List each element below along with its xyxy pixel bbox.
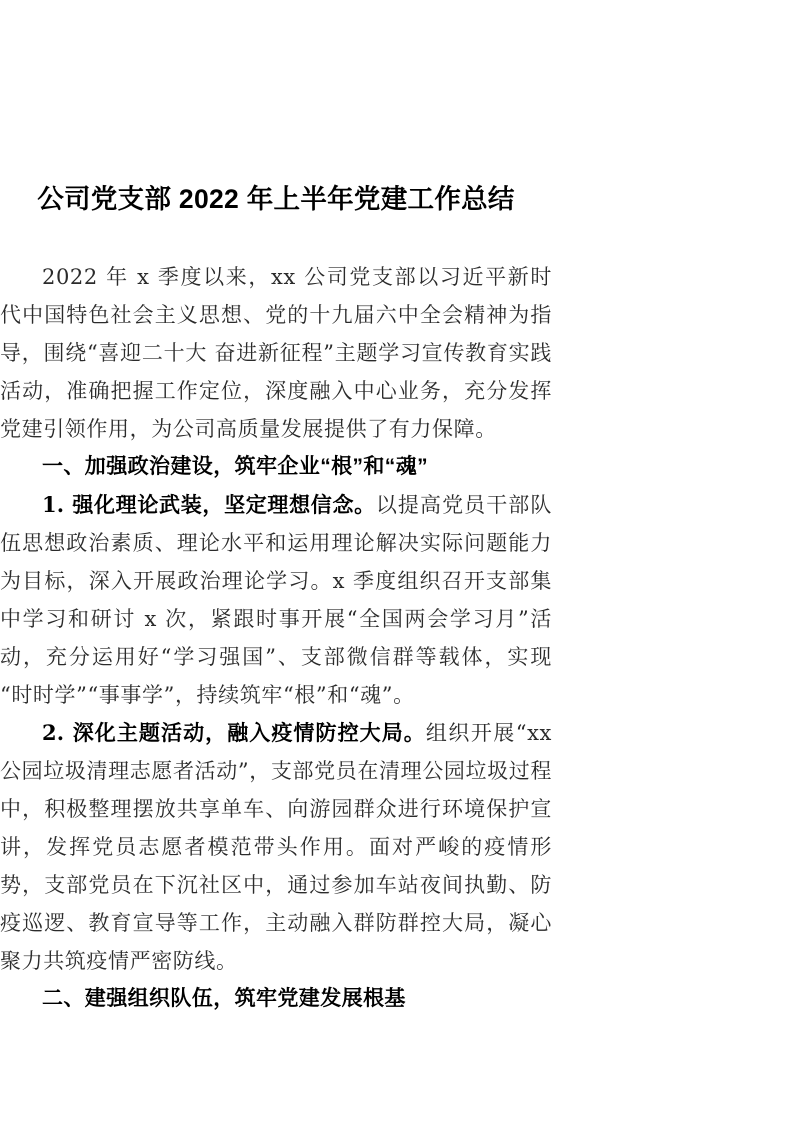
page-title: 公司党支部 2022 年上半年党建工作总结 <box>37 184 515 214</box>
subsection-2-paragraph-lead: 2. 深化主题活动，融入疫情防控大局。 <box>42 720 426 745</box>
subsection-1-paragraph-text: 以提高党员干部队伍思想政治素质、理论水平和运用理论解决实际问题能力为目标，深入开展政治理论学习。x 季度组织召开支部集中学习和研讨 x 次，紧跟时事开展“全国两会学习月”活动，充分运用好“学习强国”、支部微信群等载体，实现“时时学”“事事学”，持续筑牢“根”和“魂”。 <box>0 493 552 707</box>
document-body <box>0 258 552 1018</box>
intro-paragraph: 2022 年 x 季度以来，xx 公司党支部以习近平新时代中国特色社会主义思想、党的十九届六中全会精神为指导，围绕“喜迎二十大 奋进新征程”主题学习宣传教育实践活动，准确把握工作定位，深度融入中心业务，充分发挥党建引领作用，为公司高质量发展提供了有力保障。 <box>0 265 552 441</box>
section-heading-one: 一、加强政治建设，筑牢企业“根”和“魂” <box>42 455 428 478</box>
subsection-1-paragraph <box>0 486 552 714</box>
subsection-1-paragraph-lead: 1. 强化理论武装，坚定理想信念。 <box>42 492 376 517</box>
section-heading-two: 二、建强组织队伍，筑牢党建发展根基 <box>42 987 406 1010</box>
subsection-2-paragraph-text: 组织开展“xx 公园垃圾清理志愿者活动”，支部党员在清理公园垃圾过程中，积极整理摆放共享单车、向游园群众进行环境保护宣讲，发挥党员志愿者模范带头作用。面对严峻的疫情形势，支部党员在下沉社区中，通过参加车站夜间执勤、防疫巡逻、教育宣导等工作，主动融入群防群控大局，凝心聚力共筑疫情严密防线。 <box>0 721 552 973</box>
subsection-2-paragraph <box>0 714 552 980</box>
